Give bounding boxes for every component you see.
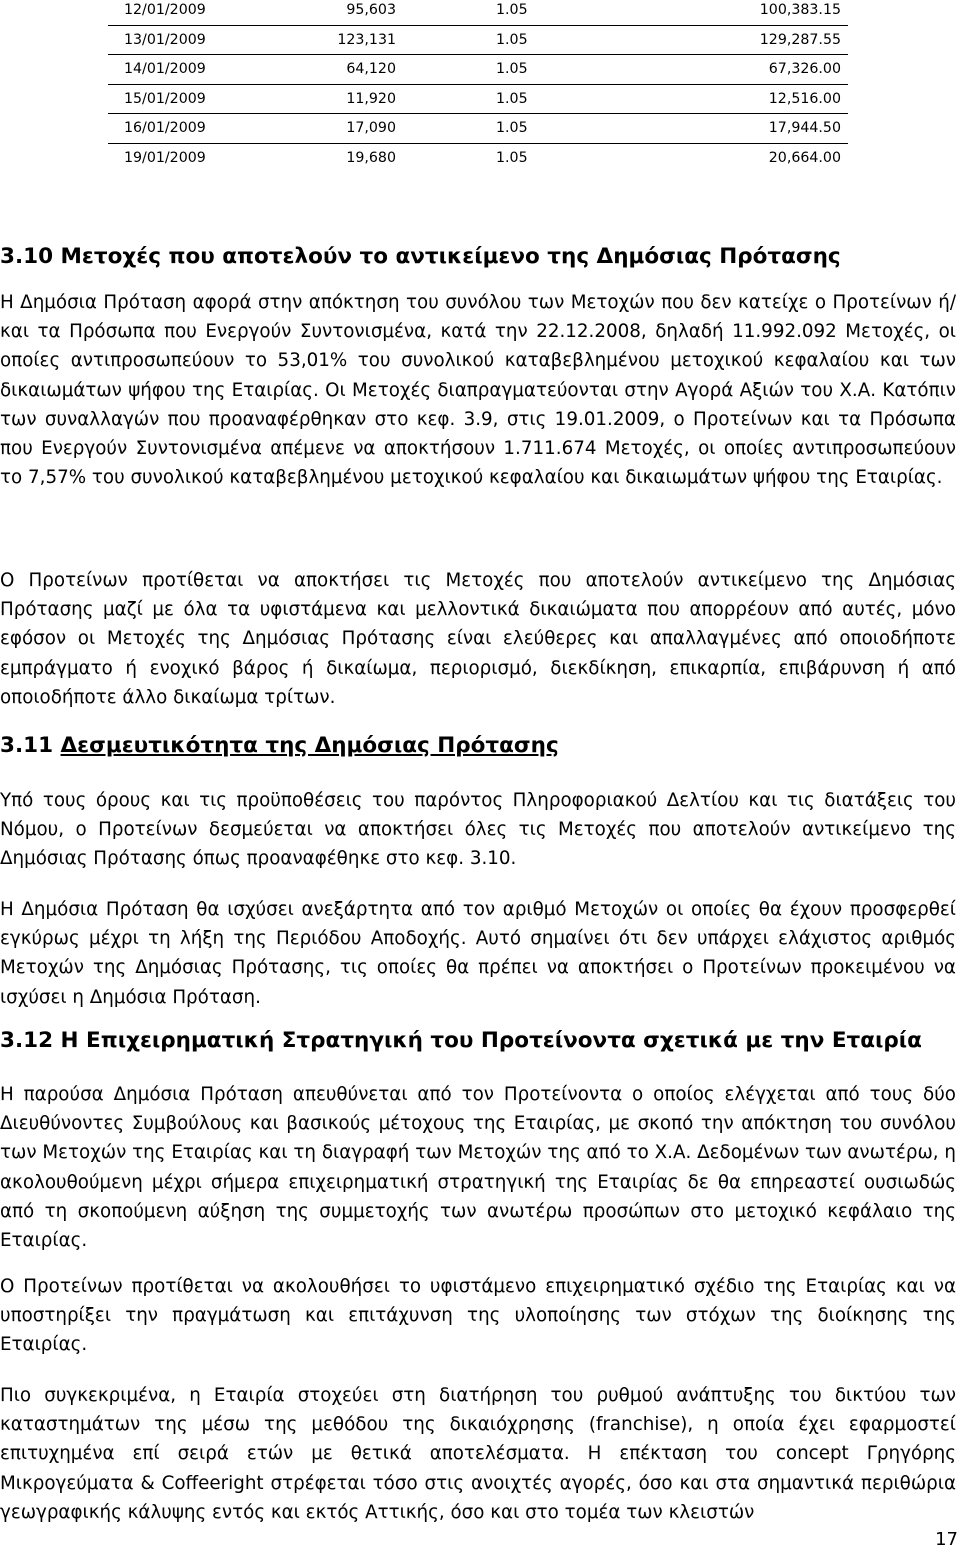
price-cell: 1.05 bbox=[496, 2, 528, 18]
table-row bbox=[108, 0, 848, 26]
paragraph-3-12-b: Ο Προτείνων προτίθεται να ακολουθήσει το υφιστάμενο επιχειρηματικό σχέδιο της Εταιρίας και να υποστηρίξει την πραγμάτωση και επιτάχυνση της υλοποίησης των στόχων της διοίκησης της Εταιρίας. bbox=[0, 1276, 956, 1356]
heading-3-11-text: Δεσμευτικότητα της Δημόσιας Πρότασης bbox=[60, 733, 559, 758]
table-row bbox=[108, 144, 848, 173]
date-cell: 14/01/2009 bbox=[124, 61, 206, 77]
shares-cell: 17,090 bbox=[346, 120, 396, 136]
date-cell: 15/01/2009 bbox=[124, 90, 206, 107]
shares-cell: 64,120 bbox=[346, 61, 396, 77]
amount-cell: 17,944.50 bbox=[768, 120, 841, 136]
price-cell: 1.05 bbox=[496, 90, 528, 107]
date-cell: 13/01/2009 bbox=[124, 31, 206, 48]
date-cell: 19/01/2009 bbox=[124, 149, 206, 166]
heading-3-11 bbox=[0, 731, 559, 761]
heading-3-11-number: 3.11 bbox=[0, 733, 61, 758]
heading-3-12: 3.12 Η Επιχειρηματική Στρατηγική του Προτείνοντα σχετικά με την Εταιρία bbox=[0, 1028, 922, 1053]
paragraph-3-12-c: Πιο συγκεκριμένα, η Εταιρία στοχεύει στη διατήρηση του ρυθμού ανάπτυξης του δικτύου των καταστημάτων της μέσω της μεθόδου της δικαιόχρησης (franchise), η οποία έχει εφαρμοστεί επιτυχημένα επί σειρά ετών με θετικά αποτελέσματα. Η επέκταση του concept Γρηγόρης Μικρογεύματα & Coffeeright στρέφεται τόσο στις ανοιχτές αγορές, όσο και στα σημαντικά περιθώρια γεωγραφικής κάλυψης εντός και εκτός Αττικής, όσο και στο τομέα των κλειστών bbox=[0, 1385, 956, 1523]
page-number: 17 bbox=[935, 1529, 958, 1550]
paragraph-3-10-b: Ο Προτείνων προτίθεται να αποκτήσει τις Μετοχές που αποτελούν αντικείμενο της Δημόσιας Πρότασης μαζί με όλα τα υφιστάμενα και μελλοντικά δικαιώματα που απορρέουν από αυτές, μόνο εφόσον οι Μετοχές της Δημόσιας Πρότασης είναι ελεύθερες και απαλλαγμένες από οποιοδήποτε εμπράγματο ή ενοχικό βάρος ή δικαίωμα, περιορισμό, διεκδίκηση, επικαρπία, επιβάρυνση ή από οποιοδήποτε άλλο δικαίωμα τρίτων. bbox=[0, 570, 956, 708]
shares-cell: 95,603 bbox=[346, 2, 396, 18]
date-cell: 16/01/2009 bbox=[124, 120, 206, 136]
shares-cell: 19,680 bbox=[346, 149, 396, 166]
amount-cell: 100,383.15 bbox=[759, 2, 841, 18]
price-cell: 1.05 bbox=[496, 61, 528, 77]
price-cell: 1.05 bbox=[496, 120, 528, 136]
price-cell: 1.05 bbox=[496, 149, 528, 166]
table-row bbox=[108, 85, 848, 115]
paragraph-3-10-a: Η Δημόσια Πρόταση αφορά στην απόκτηση του συνόλου των Μετοχών που δεν κατείχε ο Προτείνων ή/και τα Πρόσωπα που Ενεργούν Συντονισμένα, κατά την 22.12.2008, δηλαδή 11.992.092 Μετοχές, οι οποίες αντιπροσωπεύουν το 53,01% του συνολικού καταβεβλημένου μετοχικού κεφαλαίου και των δικαιωμάτων ψήφου της Εταιρίας. Οι Μετοχές διαπραγματεύονται στην Αγορά Αξιών του Χ.Α. Κατόπιν των συναλλαγών που προαναφέρθηκαν στο κεφ. 3.9, στις 19.01.2009, ο Προτείνων και τα Πρόσωπα που Ενεργούν Συντονισμένα απέμενε να αποκτήσουν 1.711.674 Μετοχές, οι οποίες αντιπροσωπεύουν το 7,57% του συνολικού καταβεβλημένου μετοχικού κεφαλαίου και δικαιωμάτων ψήφου της Εταιρίας. bbox=[0, 292, 956, 489]
date-cell: 12/01/2009 bbox=[124, 2, 206, 18]
table-row bbox=[108, 26, 848, 56]
heading-3-10: 3.10 Μετοχές που αποτελούν το αντικείμενο της Δημόσιας Πρότασης bbox=[0, 244, 841, 269]
paragraph-3-12-a: Η παρούσα Δημόσια Πρόταση απευθύνεται από τον Προτείνοντα ο οποίος ελέγχεται από τους δύο Διευθύνοντες Συμβούλους και βασικούς μέτοχους της Εταιρίας, με σκοπό την απόκτηση του συνόλου των Μετοχών της Εταιρίας και τη διαγραφή των Μετοχών της από το Χ.Α. Δεδομένων των ανωτέρω, η ακολουθούμενη μέχρι σήμερα επιχειρηματική στρατηγική της Εταιρίας δε θα επηρεαστεί ουσιωδώς από τη σκοπούμενη αύξηση της συμμετοχής των ανωτέρω προσώπων στο μετοχικό κεφάλαιο της Εταιρίας. bbox=[0, 1084, 956, 1252]
table-row bbox=[108, 55, 848, 85]
shares-cell: 11,920 bbox=[346, 90, 396, 107]
amount-cell: 67,326.00 bbox=[768, 61, 841, 77]
amount-cell: 129,287.55 bbox=[759, 31, 841, 48]
trades-table bbox=[108, 0, 848, 172]
table-row bbox=[108, 114, 848, 144]
shares-cell: 123,131 bbox=[337, 31, 396, 48]
price-cell: 1.05 bbox=[496, 31, 528, 48]
amount-cell: 12,516.00 bbox=[768, 90, 841, 107]
paragraph-3-11-a: Υπό τους όρους και τις προϋποθέσεις του παρόντος Πληροφοριακού Δελτίου και τις διατάξεις του Νόμου, ο Προτείνων δεσμεύεται να αποκτήσει όλες τις Μετοχές που αποτελούν αντικείμενο της Δημόσιας Πρότασης όπως προαναφέθηκε στο κεφ. 3.10. bbox=[0, 790, 956, 870]
amount-cell: 20,664.00 bbox=[768, 149, 841, 166]
paragraph-3-11-b: Η Δημόσια Πρόταση θα ισχύσει ανεξάρτητα από τον αριθμό Μετοχών οι οποίες θα έχουν προσφερθεί εγκύρως μέχρι τη λήξη της Περιόδου Αποδοχής. Αυτό σημαίνει ότι δεν υπάρχει ελάχιστος αριθμός Μετοχών της Δημόσιας Πρότασης, τις οποίες θα πρέπει να αποκτήσει ο Προτείνων προκειμένου να ισχύσει η Δημόσια Πρόταση. bbox=[0, 899, 956, 1008]
